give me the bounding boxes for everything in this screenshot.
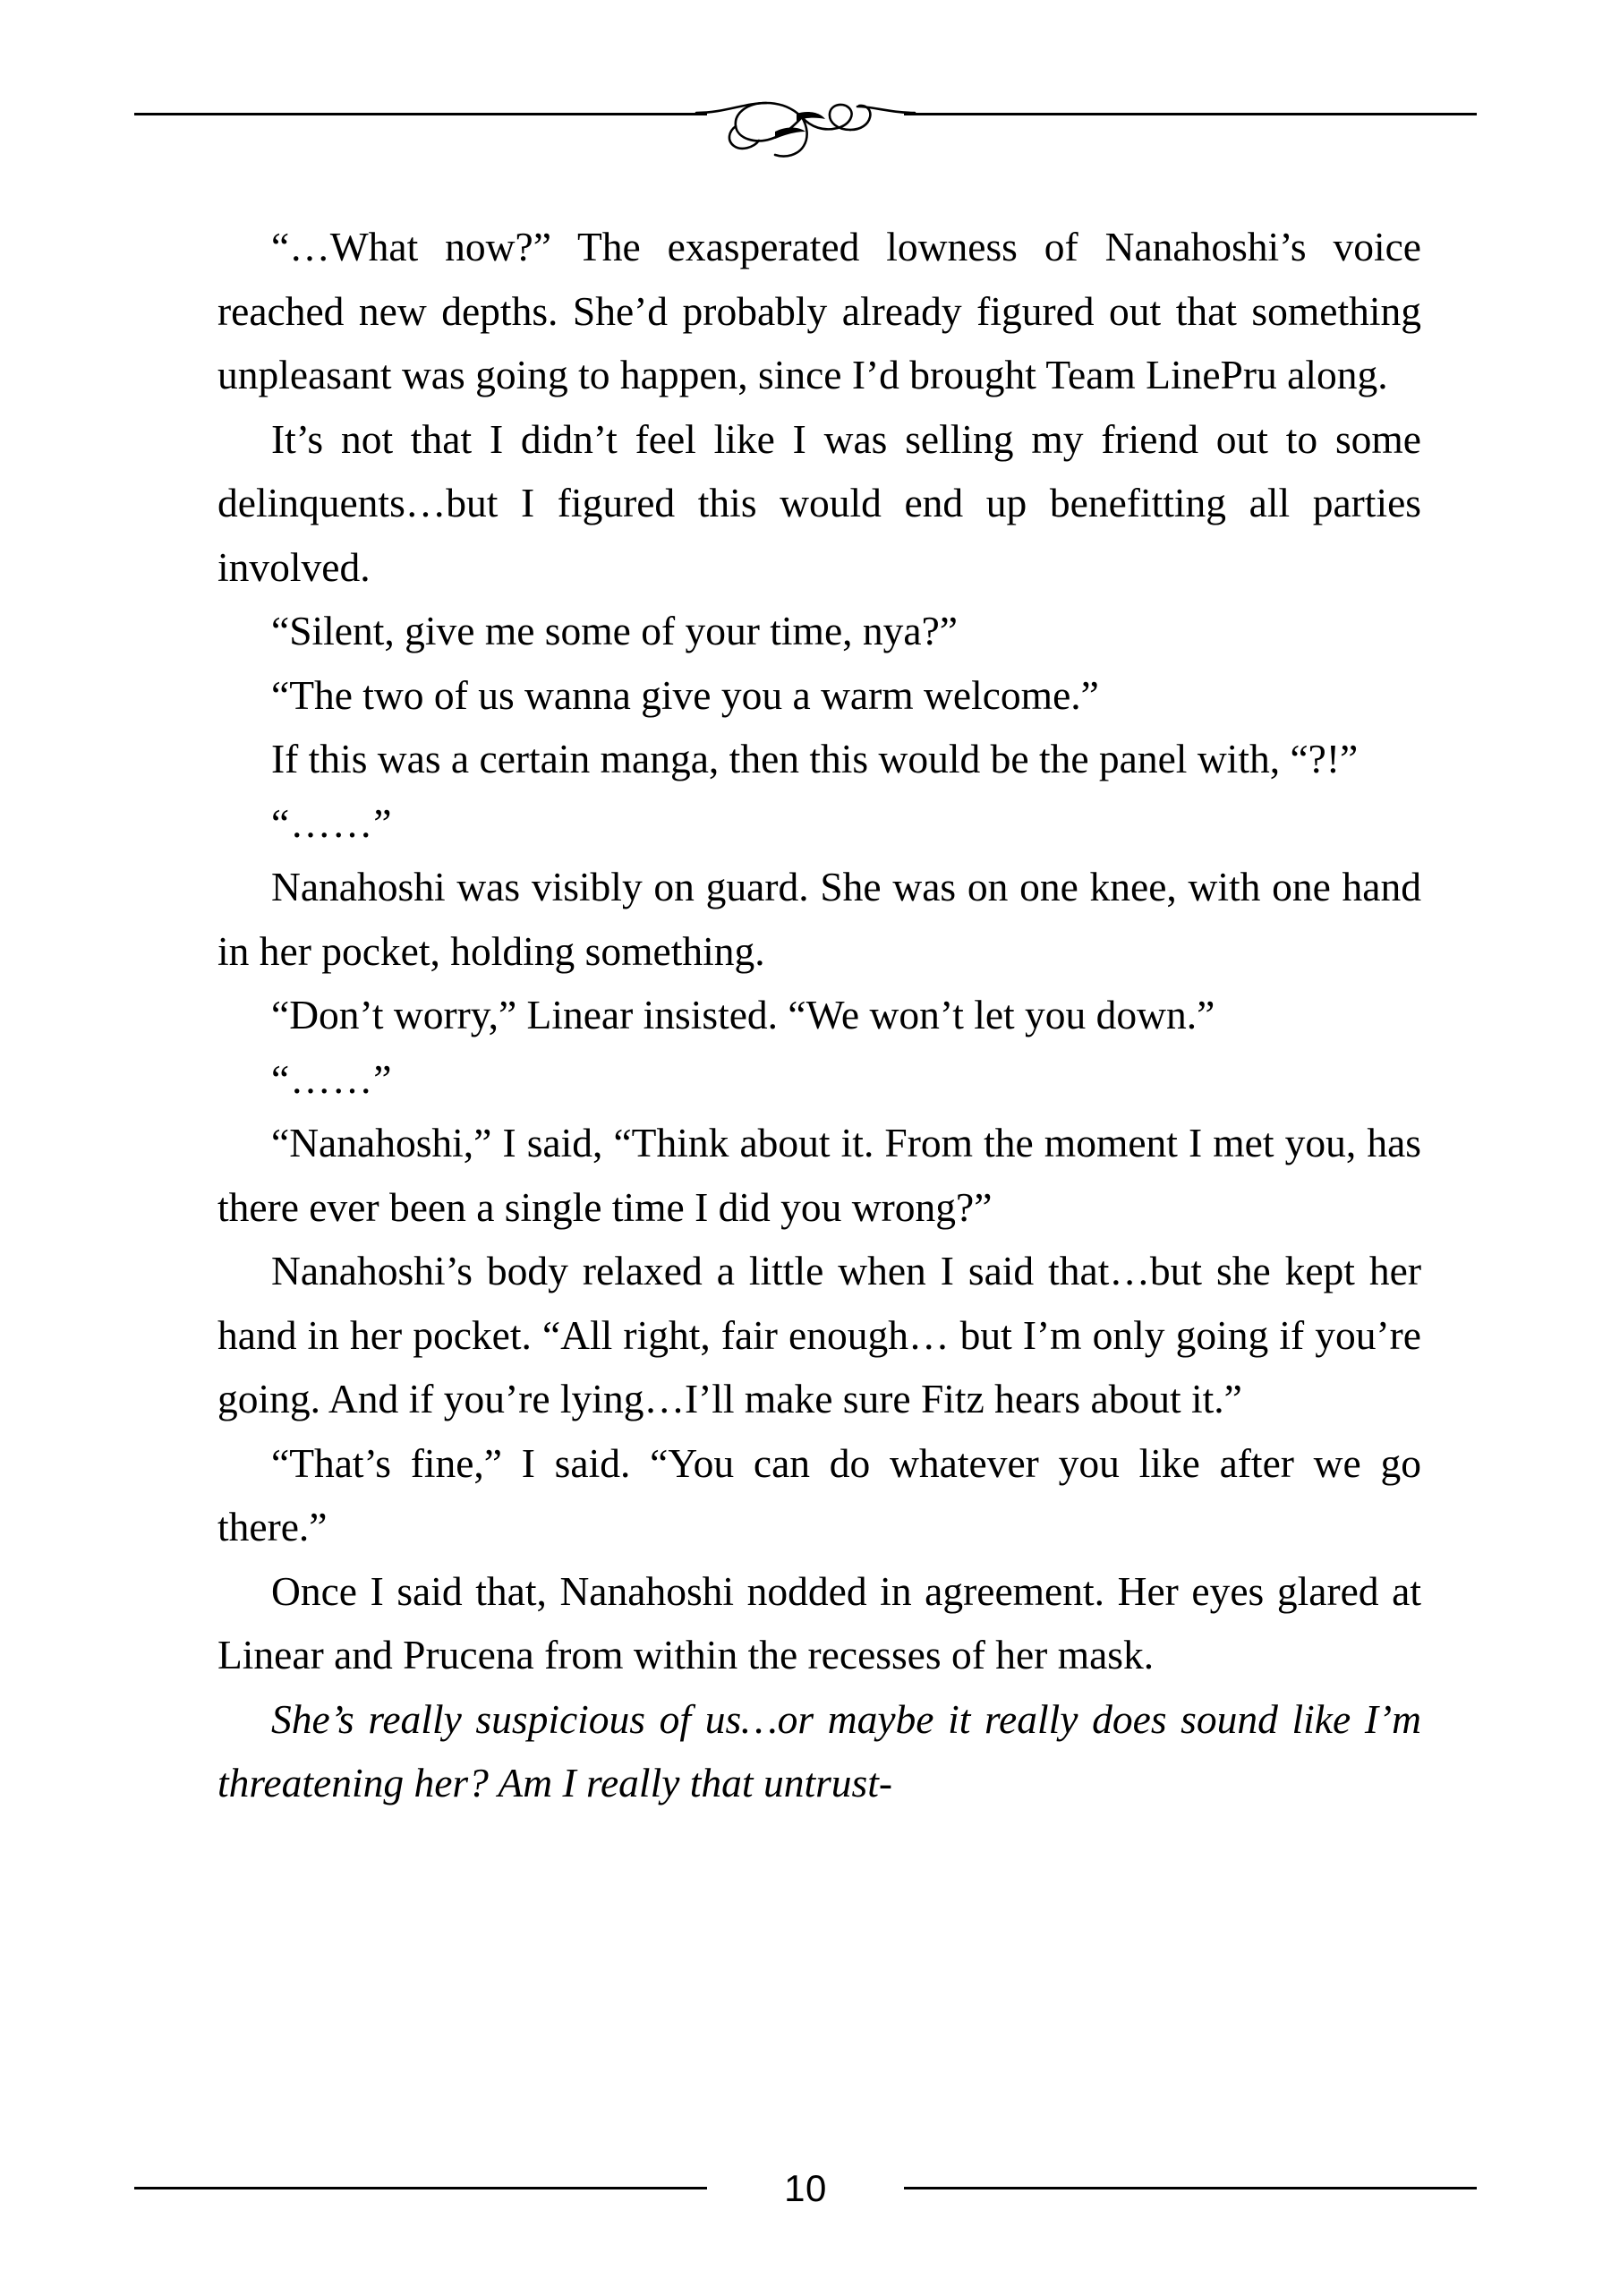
page-number: 10 bbox=[784, 2167, 827, 2209]
paragraph-ellipsis: “……” bbox=[271, 799, 393, 846]
header-rule-left bbox=[134, 113, 707, 115]
paragraph: “That’s fine,” I said. “You can do whatever you like after we go there.” bbox=[217, 1439, 1421, 1549]
footer-rule-right bbox=[904, 2187, 1477, 2189]
footer-rule-left bbox=[134, 2187, 707, 2189]
page-body-text bbox=[217, 215, 1421, 1815]
paragraph: “…What now?” The exasperated lowness of Nanahoshi’s voice reached new depths. She’d probably already figured out that something unpleasant was going to happen, since I’d brought Team LinePru along. bbox=[217, 224, 1421, 397]
page-footer bbox=[134, 2162, 1477, 2215]
paragraph: “Nanahoshi,” I said, “Think about it. From the moment I met you, has there ever been a single time I did you wrong?” bbox=[217, 1120, 1421, 1230]
paragraph: “Silent, give me some of your time, nya?” bbox=[271, 608, 958, 653]
paragraph-italic: She’s really suspicious of us…or maybe it really does sound like I’m threatening her? Am I really that untrust- bbox=[217, 1695, 1421, 1805]
flourish-divider-ornament-icon bbox=[689, 85, 922, 166]
paragraph: If this was a certain manga, then this would be the panel with, “?!” bbox=[271, 736, 1359, 781]
paragraph: It’s not that I didn’t feel like I was selling my friend out to some delinquents…but I figured this would end up benefitting all parties involved. bbox=[217, 415, 1421, 590]
header-ornament bbox=[134, 85, 1477, 166]
paragraph: “The two of us wanna give you a warm welcome.” bbox=[271, 671, 1099, 718]
paragraph: Nanahoshi’s body relaxed a little when I said that…but she kept her hand in her pocket. “All right, fair enough… but I’m only going if you’re going. And if you’re lying…I’ll make sure Fitz hears about it.” bbox=[217, 1248, 1421, 1421]
paragraph: Once I said that, Nanahoshi nodded in agreement. Her eyes glared at Linear and Prucena from within the recesses of her mask. bbox=[217, 1567, 1421, 1677]
header-rule-right bbox=[904, 113, 1477, 115]
paragraph-ellipsis: “……” bbox=[271, 1055, 393, 1102]
paragraph: Nanahoshi was visibly on guard. She was on one knee, with one hand in her pocket, holding something. bbox=[217, 864, 1421, 974]
paragraph: “Don’t worry,” Linear insisted. “We won’t let you down.” bbox=[271, 992, 1215, 1037]
